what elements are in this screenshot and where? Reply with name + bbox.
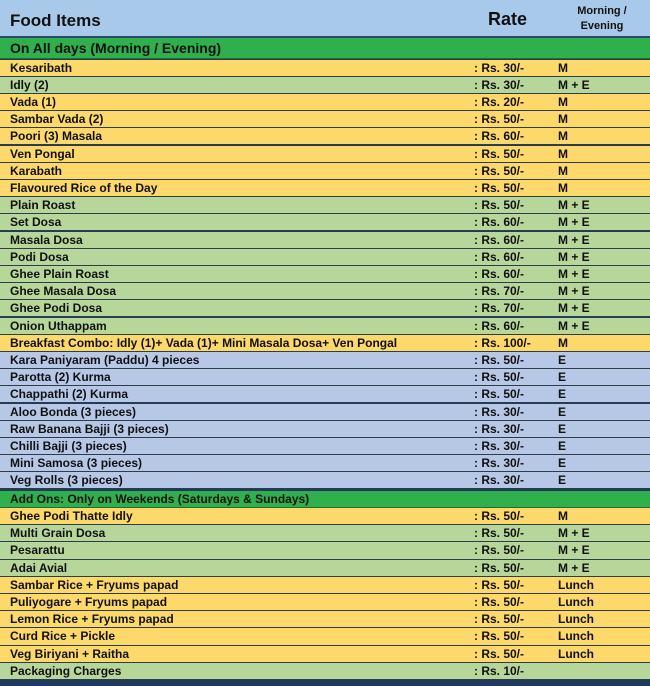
item-name: Podi Dosa [10,249,69,264]
item-time: Lunch [558,629,594,644]
item-name: Kara Paniyaram (Paddu) 4 pieces [10,352,200,367]
menu-row [0,542,650,559]
menu-row [0,646,650,663]
section-addons [0,491,650,508]
menu-row [0,628,650,645]
menu-row [0,266,650,283]
menu-row [0,163,650,180]
item-rate: : Rs. 30/- [474,473,525,488]
item-time: E [558,421,567,436]
item-name: Masala Dosa [10,232,83,247]
menu-row [0,249,650,266]
item-time: M + E [558,77,590,92]
item-rate: : Rs. 30/- [474,456,525,471]
item-rate: : Rs. 60/- [474,249,525,264]
item-name: Packaging Charges [10,663,122,678]
item-time: M [558,163,568,178]
item-rate: : Rs. 50/- [474,577,525,592]
item-rate: : Rs. 70/- [474,284,525,299]
item-time: M + E [558,215,590,230]
item-rate: : Rs. 60/- [474,129,525,144]
item-name: Veg Rolls (3 pieces) [10,473,123,488]
item-rate: : Rs. 50/- [474,146,525,161]
header-morning-evening: Morning / Evening [577,5,627,32]
item-name: Curd Rice + Pickle [10,629,116,644]
item-time: M [558,60,568,75]
menu-row [0,335,650,352]
item-rate: : Rs. 50/- [474,646,525,661]
menu-row [0,663,650,680]
menu-row [0,60,650,77]
menu-row [0,232,650,249]
menu-row [0,77,650,94]
item-name: Adai Avial [10,560,68,575]
item-time: E [558,456,567,471]
item-time: E [558,438,567,453]
item-name: Mini Samosa (3 pieces) [10,456,143,471]
item-time: M + E [558,560,590,575]
item-time: M [558,146,568,161]
item-time: M [558,94,568,109]
item-time: E [558,473,567,488]
item-name: Chilli Bajji (3 pieces) [10,438,127,453]
item-time: M + E [558,266,590,281]
menu-row [0,404,650,421]
item-rate: : Rs. 100/- [474,335,531,350]
item-time: M [558,509,568,523]
item-name: Ghee Masala Dosa [10,284,117,299]
item-name: Parotta (2) Kurma [10,370,111,385]
item-time: E [558,387,567,402]
menu-row [0,197,650,214]
item-rate: : Rs. 50/- [474,612,525,627]
section-all-days [0,38,650,59]
menu-row [0,386,650,403]
menu-row [0,611,650,628]
item-name: Onion Uthappam [10,318,107,333]
item-time: M [558,335,568,350]
menu-row [0,318,650,335]
menu-row [0,594,650,611]
menu-row [0,438,650,455]
item-name: Pesarattu [10,543,65,558]
menu-row [0,577,650,594]
item-time: E [558,370,567,385]
item-name: Puliyogare + Fryums papad [10,595,168,609]
item-rate: : Rs. 30/- [474,438,525,453]
item-time: Lunch [558,577,594,592]
item-name: Sambar Vada (2) [10,112,104,127]
menu-row [0,421,650,438]
item-rate: : Rs. 50/- [474,560,525,575]
item-time: M + E [558,249,590,264]
item-time: E [558,404,567,419]
item-time: Lunch [558,646,594,661]
menu-row [0,525,650,542]
item-time: M [558,180,568,195]
menu-row [0,128,650,145]
item-rate: : Rs. 50/- [474,595,525,609]
menu-row [0,300,650,317]
item-rate: : Rs. 60/- [474,318,525,333]
section-addons-label: Add Ons: Only on Weekends (Saturdays & Sundays) [10,491,310,506]
item-time: Lunch [558,595,594,609]
item-time: Lunch [558,612,594,627]
menu-row [0,455,650,472]
menu-row [0,352,650,369]
item-time: M [558,129,568,144]
item-name: Set Dosa [10,215,62,230]
item-name: Poori (3) Masala [10,129,103,144]
item-name: Vada (1) [10,94,57,109]
item-time: M [558,112,568,127]
item-time: M + E [558,526,590,541]
menu-row [0,283,650,300]
item-rate: : Rs. 60/- [474,215,525,230]
item-rate: : Rs. 50/- [474,370,525,385]
item-rate: : Rs. 50/- [474,352,525,367]
item-time: M + E [558,232,590,247]
item-name: Flavoured Rice of the Day [10,180,158,195]
item-rate: : Rs. 50/- [474,180,525,195]
item-rate: : Rs. 30/- [474,421,525,436]
item-name: Ven Pongal [10,146,75,161]
item-name: Lemon Rice + Fryums papad [10,612,174,627]
item-rate: : Rs. 50/- [474,112,525,127]
menu-row [0,94,650,111]
item-rate: : Rs. 60/- [474,232,525,247]
item-name: Multi Grain Dosa [10,526,106,541]
menu-row [0,560,650,577]
item-rate: : Rs. 50/- [474,629,525,644]
menu-row [0,472,650,489]
item-name: Chappathi (2) Kurma [10,387,129,402]
header-rate: Rate [488,9,528,29]
menu-row [0,369,650,386]
item-rate: : Rs. 30/- [474,60,525,75]
table-header [0,0,650,38]
menu-row [0,146,650,163]
menu-row [0,180,650,197]
item-time: M + E [558,318,590,333]
item-rate: : Rs. 20/- [474,94,525,109]
item-time: E [558,352,567,367]
item-name: Kesaribath [10,60,73,75]
item-rate: : Rs. 50/- [474,198,525,213]
item-rate: : Rs. 50/- [474,163,525,178]
item-name: Raw Banana Bajji (3 pieces) [10,421,169,436]
item-rate: : Rs. 70/- [474,301,525,316]
item-name: Sambar Rice + Fryums papad [10,577,179,592]
item-time: M + E [558,301,590,316]
item-rate: : Rs. 50/- [474,509,525,523]
item-name: Veg Biriyani + Raitha [10,646,130,661]
item-time: M + E [558,198,590,213]
item-name: Ghee Plain Roast [10,266,109,281]
item-rate: : Rs. 50/- [474,526,525,541]
item-rate: : Rs. 60/- [474,266,525,281]
menu-row [0,214,650,231]
item-rate: : Rs. 30/- [474,77,525,92]
item-name: Plain Roast [10,198,76,213]
item-time: M + E [558,543,590,558]
item-name: Ghee Podi Thatte Idly [10,509,133,523]
item-rate: : Rs. 50/- [474,543,525,558]
item-name: Breakfast Combo: Idly (1)+ Vada (1)+ Mini Masala Dosa+ Ven Pongal [10,335,398,350]
item-name: Ghee Podi Dosa [10,301,103,316]
item-time: M + E [558,284,590,299]
menu-row [0,508,650,525]
item-rate: : Rs. 10/- [474,663,525,678]
item-name: Aloo Bonda (3 pieces) [10,404,137,419]
item-name: Karabath [10,163,63,178]
header-food-items: Food Items [10,11,101,30]
section-all-days-label: On All days (Morning / Evening) [10,40,222,56]
item-rate: : Rs. 50/- [474,387,525,402]
item-name: Idly (2) [10,77,49,92]
menu-row [0,111,650,128]
item-rate: : Rs. 30/- [474,404,525,419]
